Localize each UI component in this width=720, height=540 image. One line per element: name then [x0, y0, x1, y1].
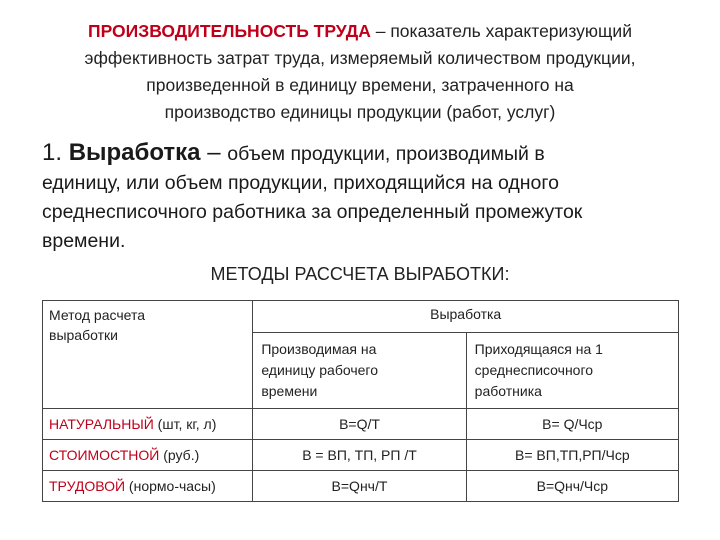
per-time-formula: В=Qнч/Т — [253, 471, 466, 502]
header-per-worker-line-2: среднесписочного — [474, 362, 594, 378]
intro-paragraph — [30, 18, 690, 126]
header-per-worker-cell — [466, 333, 678, 409]
method-name: СТОИМОСТНОЙ — [49, 447, 160, 463]
per-time-formula: В = ВП, ТП, РП /Т — [253, 440, 466, 471]
methods-table — [42, 300, 679, 502]
per-worker-formula: В= Q/Чср — [466, 409, 678, 440]
definition-paragraph — [42, 138, 692, 256]
definition-line-1 — [42, 138, 692, 169]
header-per-time-cell — [253, 333, 466, 409]
method-cell — [43, 440, 253, 471]
header-per-worker-line-3: работника — [474, 383, 542, 399]
definition-number: 1. — [42, 139, 69, 166]
header-method-cell — [43, 301, 253, 409]
header-output-cell: Выработка — [253, 301, 679, 333]
header-per-worker-line-1: Приходящаяся на 1 — [474, 341, 603, 357]
header-per-time-line-2: единицу рабочего — [261, 362, 378, 378]
per-worker-formula: В= ВП,ТП,РП/Чср — [466, 440, 678, 471]
per-worker-formula: В=Qнч/Чср — [466, 471, 678, 502]
methods-title: МЕТОДЫ РАССЧЕТА ВЫРАБОТКИ: — [210, 264, 510, 284]
definition-line-3: среднесписочного работника за определенный промежуток — [42, 201, 583, 223]
definition-dash: – — [200, 139, 228, 166]
definition-line-4: времени. — [42, 230, 126, 252]
method-cell — [43, 409, 253, 440]
table-row-cost — [43, 440, 679, 471]
header-method-line-2: выработки — [49, 327, 118, 343]
intro-line-3: произведенной в единицу времени, затраченного на — [146, 75, 574, 95]
definition-line-2: единицу, или объем продукции, приходящийся на одного — [42, 172, 559, 194]
per-time-formula: В=Q/Т — [253, 409, 466, 440]
productivity-term: ПРОИЗВОДИТЕЛЬНОСТЬ ТРУДА — [88, 21, 371, 41]
header-method-line-1: Метод расчета — [49, 307, 146, 323]
intro-line-1 — [30, 18, 690, 45]
method-unit: (руб.) — [159, 447, 200, 463]
method-unit: (шт, кг, л) — [153, 416, 217, 432]
intro-line-1-rest: – показатель характеризующий — [370, 21, 632, 41]
definition-line-1-text: объем продукции, производимый в — [227, 143, 545, 165]
method-name: НАТУРАЛЬНЫЙ — [49, 416, 154, 432]
method-name: ТРУДОВОЙ — [49, 478, 126, 494]
method-cell — [43, 471, 253, 502]
definition-term: Выработка — [68, 139, 201, 166]
method-unit: (нормо-часы) — [125, 478, 216, 494]
header-per-time-line-1: Производимая на — [261, 341, 377, 357]
table-row-labor — [43, 471, 679, 502]
table-row-natural — [43, 409, 679, 440]
header-per-time-line-3: времени — [261, 383, 318, 399]
intro-line-4: производство единицы продукции (работ, услуг) — [164, 102, 556, 122]
intro-line-2: эффективность затрат труда, измеряемый количеством продукции, — [84, 48, 636, 68]
